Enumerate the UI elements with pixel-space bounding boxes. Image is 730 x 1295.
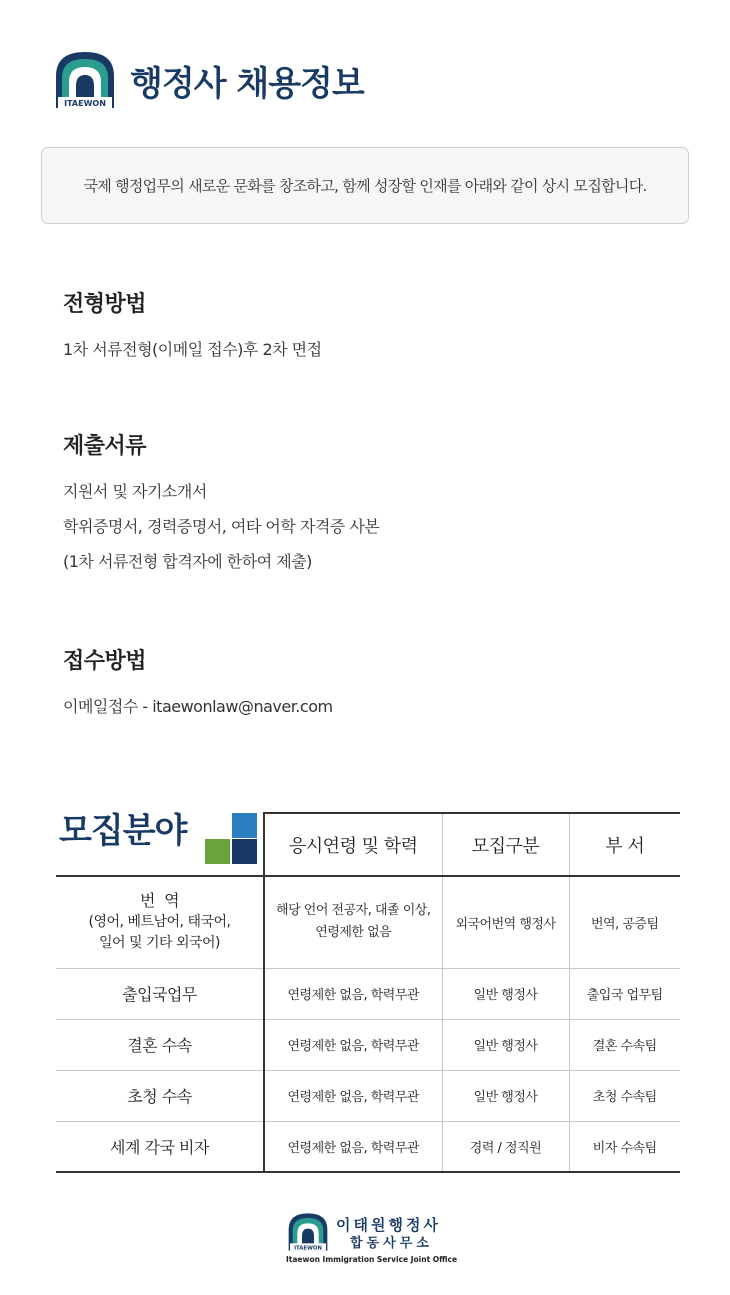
- table-cell-type: 일반 행정사: [442, 1070, 569, 1121]
- table-cell-field: 세계 각국 비자: [56, 1121, 264, 1172]
- footer-company-name: 이태원행정사: [336, 1216, 441, 1234]
- footer-company-subname: 합동사무소: [350, 1236, 433, 1251]
- requirement-line: 연령제한 없음: [315, 925, 392, 941]
- footer: [286, 1212, 466, 1267]
- field-subtitle: 일어 및 기타 외국어): [98, 935, 220, 952]
- table-row: [56, 968, 680, 1019]
- table-cell-dept: 번역, 공증팀: [569, 876, 680, 968]
- table-row: [56, 1019, 680, 1070]
- table-row: [56, 1121, 680, 1172]
- section-line: 1차 서류전형(이메일 접수)후 2차 면접: [63, 340, 322, 359]
- table-header-row: [56, 813, 680, 876]
- table-cell-requirement: 연령제한 없음, 학력무관: [264, 968, 442, 1019]
- recruit-title: 모집분야: [59, 811, 187, 851]
- table-cell-type: 일반 행정사: [442, 1019, 569, 1070]
- section-title: 제출서류: [63, 434, 147, 459]
- table-cell-requirement: 연령제한 없음, 학력무관: [264, 1019, 442, 1070]
- section-documents: [63, 429, 379, 579]
- section-line: (1차 서류전형 합격자에 한하여 제출): [63, 552, 312, 571]
- table-cell-requirement: 연령제한 없음, 학력무관: [264, 1070, 442, 1121]
- recruit-table: [56, 812, 680, 1173]
- svg-text:ITAEWON: ITAEWON: [64, 99, 106, 108]
- table-cell-type: 일반 행정사: [442, 968, 569, 1019]
- table-row: [56, 876, 680, 968]
- table-cell-requirement: [264, 876, 442, 968]
- page-header: [52, 50, 364, 110]
- table-header-empty: [56, 813, 264, 876]
- table-cell-dept: 비자 수속팀: [569, 1121, 680, 1172]
- page-title: 행정사 채용정보: [130, 63, 364, 104]
- footer-english-name: Itaewon Immigration Service Joint Office: [286, 1255, 458, 1264]
- section-line: 지원서 및 자기소개서: [63, 482, 207, 501]
- table-cell-field: 결혼 수속: [56, 1019, 264, 1070]
- field-name: 번 역: [139, 891, 180, 911]
- table-cell-type: 외국어번역 행정사: [442, 876, 569, 968]
- intro-box: [41, 147, 689, 224]
- svg-text:ITAEWON: ITAEWON: [294, 1245, 322, 1252]
- table-cell-field: [56, 876, 264, 968]
- section-selection: [63, 287, 322, 367]
- section-title: 전형방법: [63, 292, 147, 317]
- section-line: 학위증명서, 경력증명서, 여타 어학 자격증 사본: [63, 517, 380, 536]
- itaewon-logo-icon: [286, 1212, 330, 1252]
- table-cell-dept: 결혼 수속팀: [569, 1019, 680, 1070]
- intro-text: 국제 행정업무의 새로운 문화를 창조하고, 함께 성장할 인재를 아래와 같이 상시 모집합니다.: [83, 177, 647, 195]
- table-cell-field: 출입국업무: [56, 968, 264, 1019]
- table-cell-type: 경력 / 정직원: [442, 1121, 569, 1172]
- table-cell-dept: 초청 수속팀: [569, 1070, 680, 1121]
- requirement-line: 해당 언어 전공자, 대졸 이상,: [276, 903, 431, 919]
- section-title: 접수방법: [63, 649, 147, 674]
- table-cell-dept: 출입국 업무팀: [569, 968, 680, 1019]
- table-cell-field: 초청 수속: [56, 1070, 264, 1121]
- section-application: [63, 644, 333, 724]
- section-line: 이메일접수 - itaewonlaw@naver.com: [63, 697, 333, 716]
- itaewon-logo-icon: [52, 50, 118, 110]
- field-subtitle: (영어, 베트남어, 태국어,: [88, 914, 231, 931]
- table-header-cell: 부 서: [569, 813, 680, 876]
- table-header-cell: 모집구분: [442, 813, 569, 876]
- table-header-cell: 응시연령 및 학력: [264, 813, 442, 876]
- table-row: [56, 1070, 680, 1121]
- table-cell-requirement: 연령제한 없음, 학력무관: [264, 1121, 442, 1172]
